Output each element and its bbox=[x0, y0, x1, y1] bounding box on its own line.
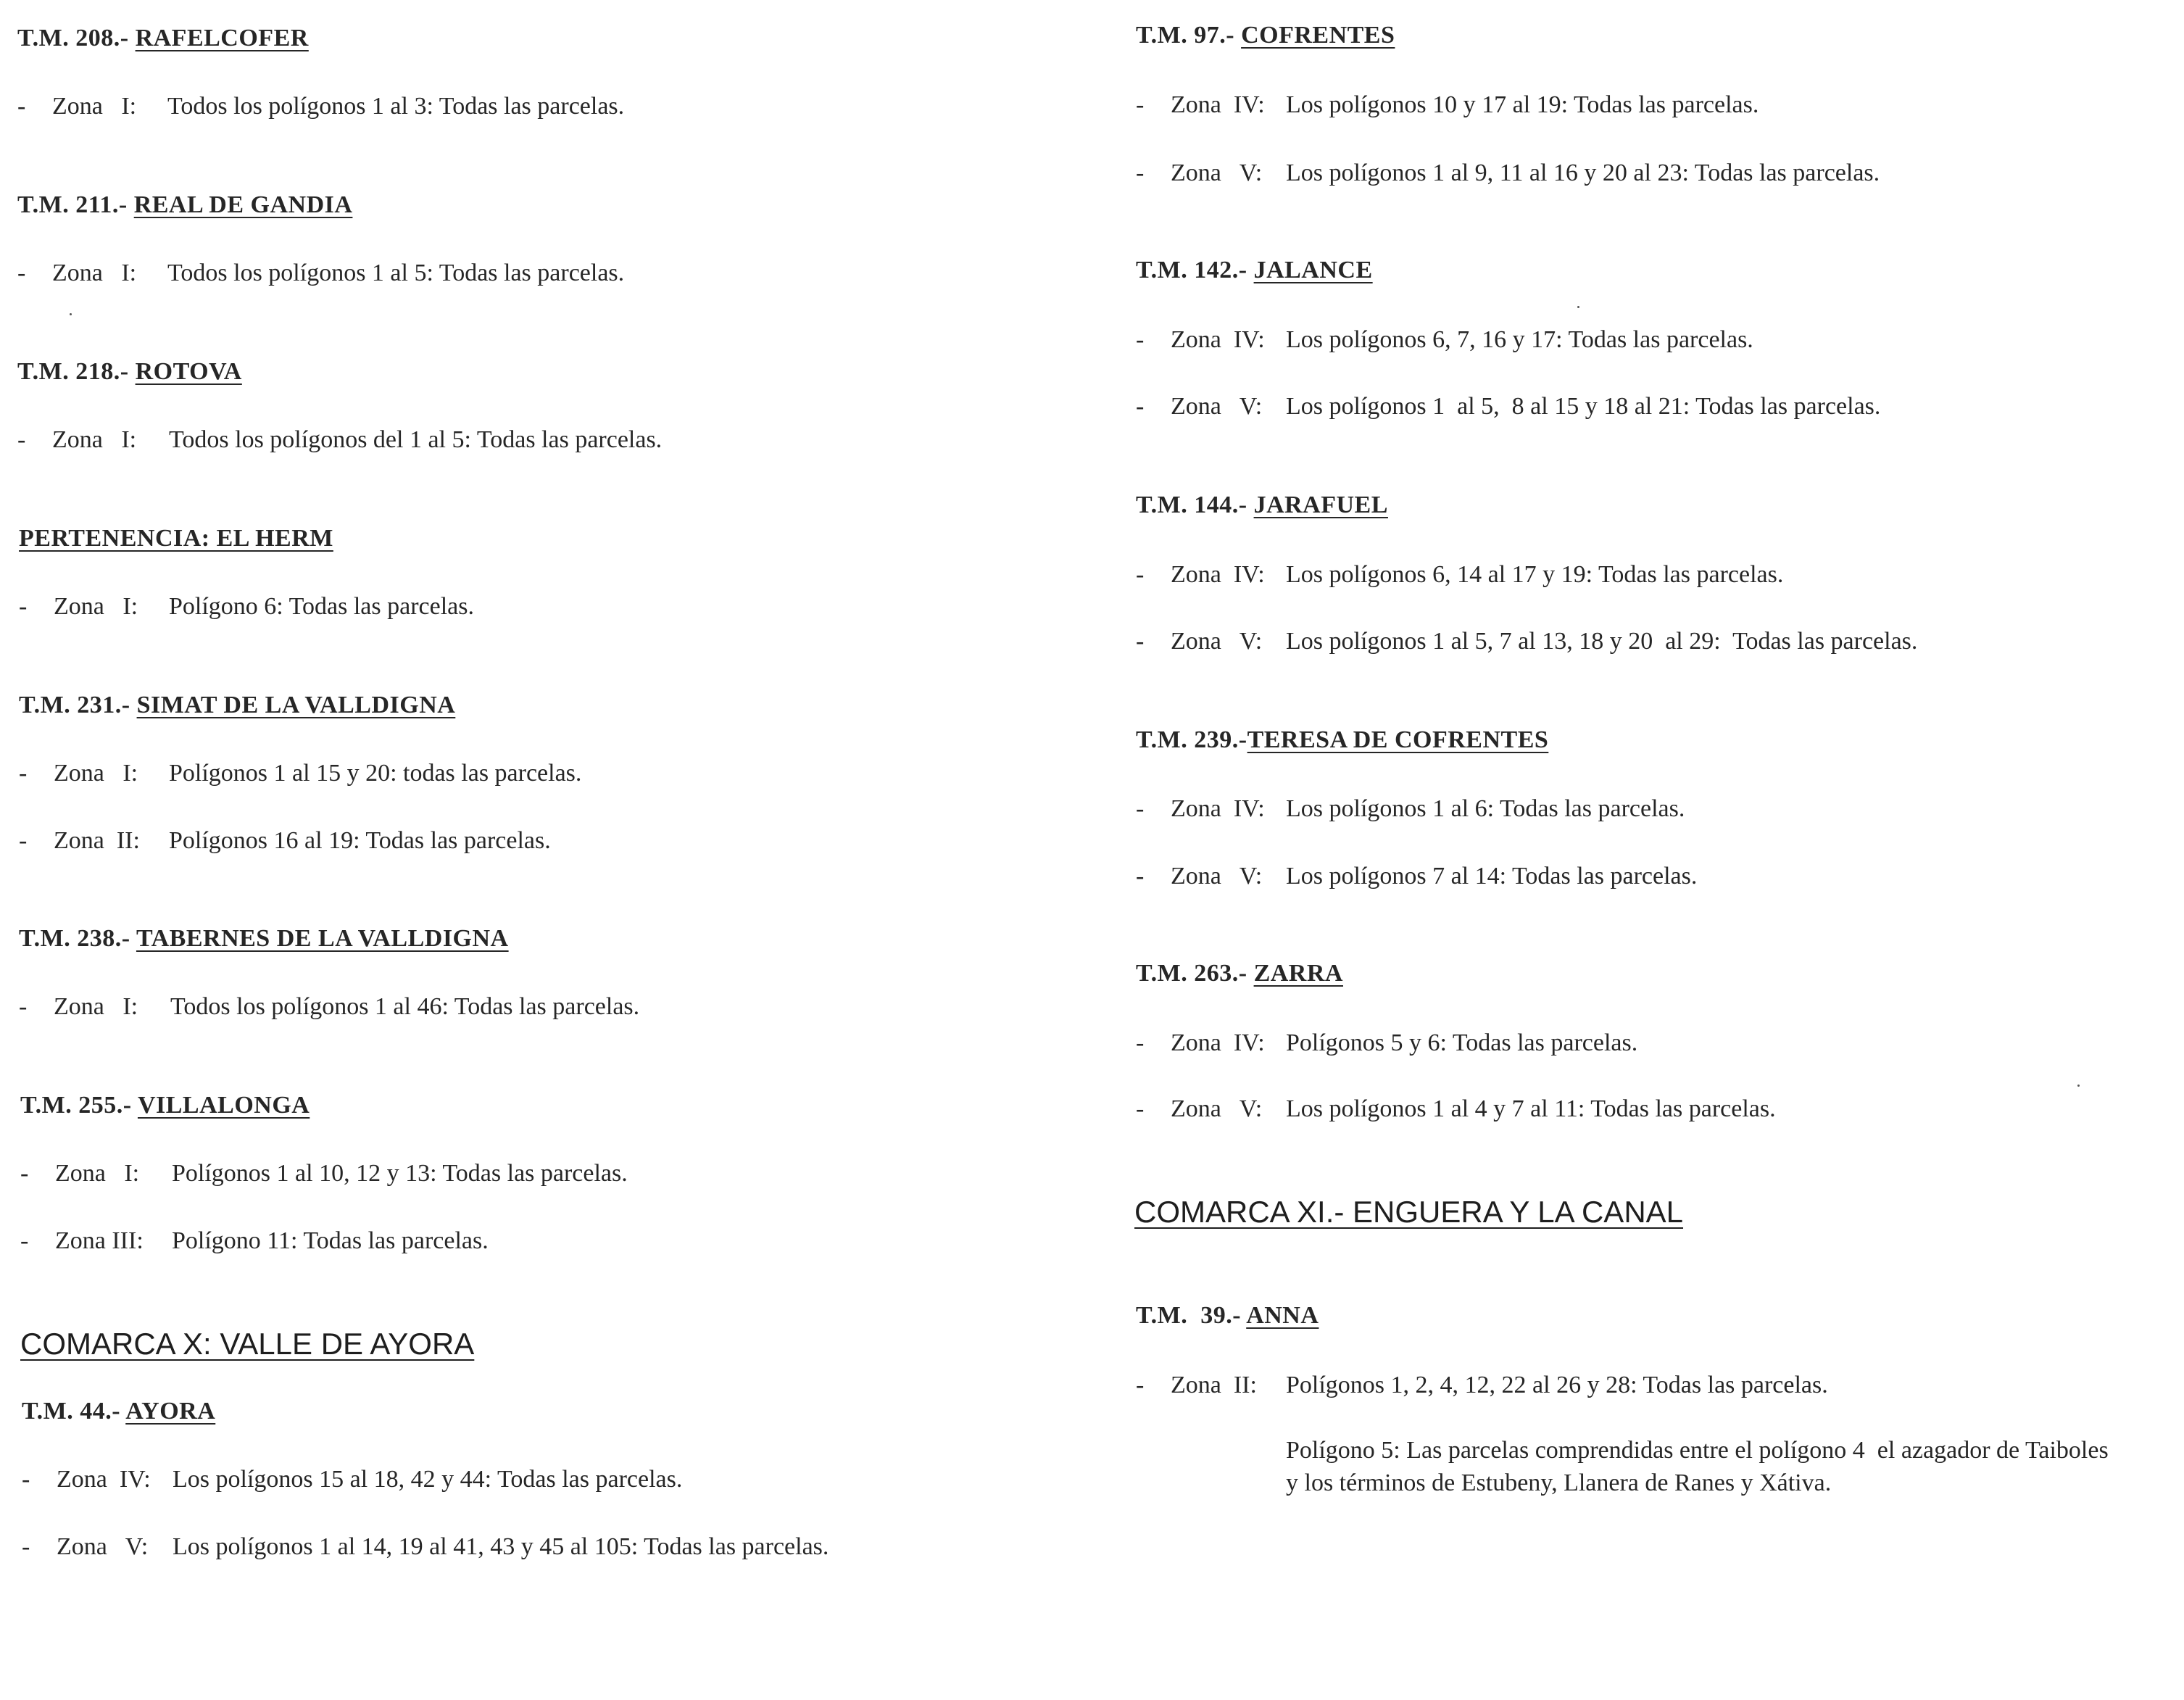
section-prefix: T.M. 238.- bbox=[19, 925, 136, 952]
zone-label: Zona II: bbox=[1171, 1372, 1257, 1398]
section-title-cofrentes bbox=[1136, 22, 1395, 49]
zone-label: Zona III: bbox=[55, 1227, 144, 1254]
section-name: PERTENENCIA: EL HERM bbox=[19, 525, 333, 552]
zone-text: Todos los polígonos 1 al 5: Todas las parcelas. bbox=[167, 260, 625, 286]
zone-label: Zona IV: bbox=[1171, 91, 1265, 118]
section-prefix: T.M. 144.- bbox=[1136, 492, 1254, 518]
bullet-dash: - bbox=[1136, 1029, 1145, 1056]
zone-text: Todos los polígonos 1 al 3: Todas las parcelas. bbox=[167, 93, 625, 120]
zone-text: Todos los polígonos del 1 al 5: Todas las parcelas. bbox=[169, 426, 663, 453]
bullet-dash: - bbox=[19, 993, 28, 1020]
scan-speck bbox=[1577, 306, 1579, 308]
section-prefix: T.M. 255.- bbox=[20, 1092, 138, 1119]
bullet-dash: - bbox=[1136, 628, 1145, 655]
section-prefix: T.M. 239.- bbox=[1136, 726, 1247, 753]
section-name: JALANCE bbox=[1253, 257, 1373, 283]
section-prefix: T.M. 211.- bbox=[17, 191, 134, 218]
section-name: ZARRA bbox=[1253, 960, 1343, 987]
zone-text: Los polígonos 15 al 18, 42 y 44: Todas las parcelas. bbox=[173, 1466, 683, 1493]
bullet-dash: - bbox=[20, 1227, 29, 1254]
comarca-heading: COMARCA XI.- ENGUERA Y LA CANAL bbox=[1134, 1195, 1684, 1229]
zone-text: Polígono 11: Todas las parcelas. bbox=[172, 1227, 489, 1254]
zone-label: Zona IV: bbox=[1171, 1029, 1265, 1056]
zone-text: Los polígonos 1 al 9, 11 al 16 y 20 al 23: Todas las parcelas. bbox=[1286, 159, 1880, 186]
zone-text: Polígonos 1 al 15 y 20: todas las parcelas. bbox=[169, 760, 582, 787]
zone-label: Zona IV: bbox=[57, 1466, 151, 1493]
section-title-simat-de-la-valldigna bbox=[19, 692, 455, 719]
zone-label: Zona V: bbox=[1171, 393, 1263, 420]
section-title-anna bbox=[1136, 1302, 1319, 1330]
zone-text: Los polígonos 1 al 5, 8 al 15 y 18 al 21: Todas las parcelas. bbox=[1286, 393, 1881, 420]
section-title-pertenencia-el-herm bbox=[19, 525, 333, 552]
zone-label: Zona V: bbox=[1171, 628, 1263, 655]
zone-text: Polígono 6: Todas las parcelas. bbox=[169, 593, 474, 620]
section-title-rotova bbox=[17, 358, 242, 386]
zone-text: Polígonos 1 al 10, 12 y 13: Todas las parcelas. bbox=[172, 1160, 628, 1187]
zone-label: Zona V: bbox=[1171, 1095, 1263, 1122]
bullet-dash: - bbox=[22, 1533, 30, 1560]
zone-text: Los polígonos 10 y 17 al 19: Todas las parcelas. bbox=[1286, 91, 1759, 118]
zone-label: Zona I: bbox=[54, 993, 138, 1020]
section-name: TABERNES DE LA VALLDIGNA bbox=[136, 925, 509, 952]
zone-label: Zona IV: bbox=[1171, 795, 1265, 822]
bullet-dash: - bbox=[20, 1160, 29, 1187]
section-name: SIMAT DE LA VALLDIGNA bbox=[136, 692, 456, 718]
section-prefix: T.M. 231.- bbox=[19, 692, 137, 718]
zone-text: Los polígonos 1 al 14, 19 al 41, 43 y 45 al 105: Todas las parcelas. bbox=[173, 1533, 829, 1560]
section-title-zarra bbox=[1136, 960, 1343, 987]
bullet-dash: - bbox=[1136, 326, 1145, 353]
section-name: AYORA bbox=[125, 1398, 216, 1425]
zone-label: Zona I: bbox=[54, 593, 138, 620]
scan-speck bbox=[2077, 1085, 2080, 1087]
bullet-dash: - bbox=[17, 426, 26, 453]
section-title-jarafuel bbox=[1136, 492, 1388, 519]
zone-text: Todos los polígonos 1 al 46: Todas las parcelas. bbox=[170, 993, 640, 1020]
section-name: COFRENTES bbox=[1241, 22, 1395, 49]
section-name: REAL DE GANDIA bbox=[133, 191, 353, 218]
scan-speck bbox=[70, 313, 72, 315]
section-prefix: T.M. 44.- bbox=[22, 1398, 126, 1425]
zone-text: Los polígonos 6, 7, 16 y 17: Todas las parcelas. bbox=[1286, 326, 1753, 353]
bullet-dash: - bbox=[1136, 1372, 1145, 1398]
bullet-dash: - bbox=[19, 760, 28, 787]
bullet-dash: - bbox=[1136, 863, 1145, 890]
zone-label: Zona I: bbox=[52, 93, 137, 120]
bullet-dash: - bbox=[1136, 561, 1145, 588]
zone-label: Zona II: bbox=[54, 827, 140, 854]
zone-label: Zona IV: bbox=[1171, 326, 1265, 353]
section-name: ROTOVA bbox=[135, 358, 242, 385]
bullet-dash: - bbox=[1136, 91, 1145, 118]
section-title-tabernes-de-la-valldigna bbox=[19, 925, 509, 953]
zone-label: Zona I: bbox=[52, 260, 137, 286]
bullet-dash: - bbox=[19, 593, 28, 620]
bullet-dash: - bbox=[17, 93, 26, 120]
zone-text: Polígonos 16 al 19: Todas las parcelas. bbox=[169, 827, 551, 854]
note-paragraph bbox=[1286, 1434, 2109, 1499]
section-name: ANNA bbox=[1246, 1302, 1319, 1329]
bullet-dash: - bbox=[17, 260, 26, 286]
bullet-dash: - bbox=[1136, 393, 1145, 420]
bullet-dash: - bbox=[19, 827, 28, 854]
section-name: JARAFUEL bbox=[1253, 492, 1388, 518]
section-name: VILLALONGA bbox=[137, 1092, 310, 1119]
note-line: y los términos de Estubeny, Llanera de Ranes y Xátiva. bbox=[1286, 1469, 1832, 1496]
zone-label: Zona V: bbox=[57, 1533, 149, 1560]
section-prefix: T.M. 39.- bbox=[1136, 1302, 1247, 1329]
zone-text: Polígonos 1, 2, 4, 12, 22 al 26 y 28: Todas las parcelas. bbox=[1286, 1372, 1828, 1398]
section-prefix: T.M. 263.- bbox=[1136, 960, 1254, 987]
comarca-heading: COMARCA X: VALLE DE AYORA bbox=[20, 1327, 475, 1361]
section-title-real-de-gandia bbox=[17, 191, 352, 219]
section-title-villalonga bbox=[20, 1092, 310, 1119]
zone-label: Zona IV: bbox=[1171, 561, 1265, 588]
section-name: TERESA DE COFRENTES bbox=[1247, 726, 1549, 753]
section-prefix: T.M. 142.- bbox=[1136, 257, 1254, 283]
zone-label: Zona I: bbox=[52, 426, 137, 453]
note-line: Polígono 5: Las parcelas comprendidas entre el polígono 4 el azagador de Taiboles bbox=[1286, 1437, 2109, 1464]
zone-label: Zona I: bbox=[55, 1160, 140, 1187]
bullet-dash: - bbox=[1136, 1095, 1145, 1122]
section-title-ayora bbox=[22, 1398, 215, 1425]
zone-text: Los polígonos 6, 14 al 17 y 19: Todas las parcelas. bbox=[1286, 561, 1784, 588]
bullet-dash: - bbox=[22, 1466, 30, 1493]
zone-text: Polígonos 5 y 6: Todas las parcelas. bbox=[1286, 1029, 1638, 1056]
section-prefix: T.M. 97.- bbox=[1136, 22, 1242, 49]
section-title-jalance bbox=[1136, 257, 1373, 284]
zone-label: Zona V: bbox=[1171, 159, 1263, 186]
zone-text: Los polígonos 1 al 6: Todas las parcelas. bbox=[1286, 795, 1685, 822]
section-title-teresa-de-cofrentes bbox=[1136, 726, 1548, 754]
zone-text: Los polígonos 1 al 4 y 7 al 11: Todas las parcelas. bbox=[1286, 1095, 1776, 1122]
section-title-rafelcofer bbox=[17, 25, 309, 52]
section-name: RAFELCOFER bbox=[135, 25, 309, 51]
zone-label: Zona I: bbox=[54, 760, 138, 787]
zone-text: Los polígonos 7 al 14: Todas las parcelas. bbox=[1286, 863, 1698, 890]
section-prefix: T.M. 208.- bbox=[17, 25, 136, 51]
section-prefix: T.M. 218.- bbox=[17, 358, 136, 385]
zone-label: Zona V: bbox=[1171, 863, 1263, 890]
bullet-dash: - bbox=[1136, 159, 1145, 186]
zone-text: Los polígonos 1 al 5, 7 al 13, 18 y 20 al 29: Todas las parcelas. bbox=[1286, 628, 1918, 655]
bullet-dash: - bbox=[1136, 795, 1145, 822]
